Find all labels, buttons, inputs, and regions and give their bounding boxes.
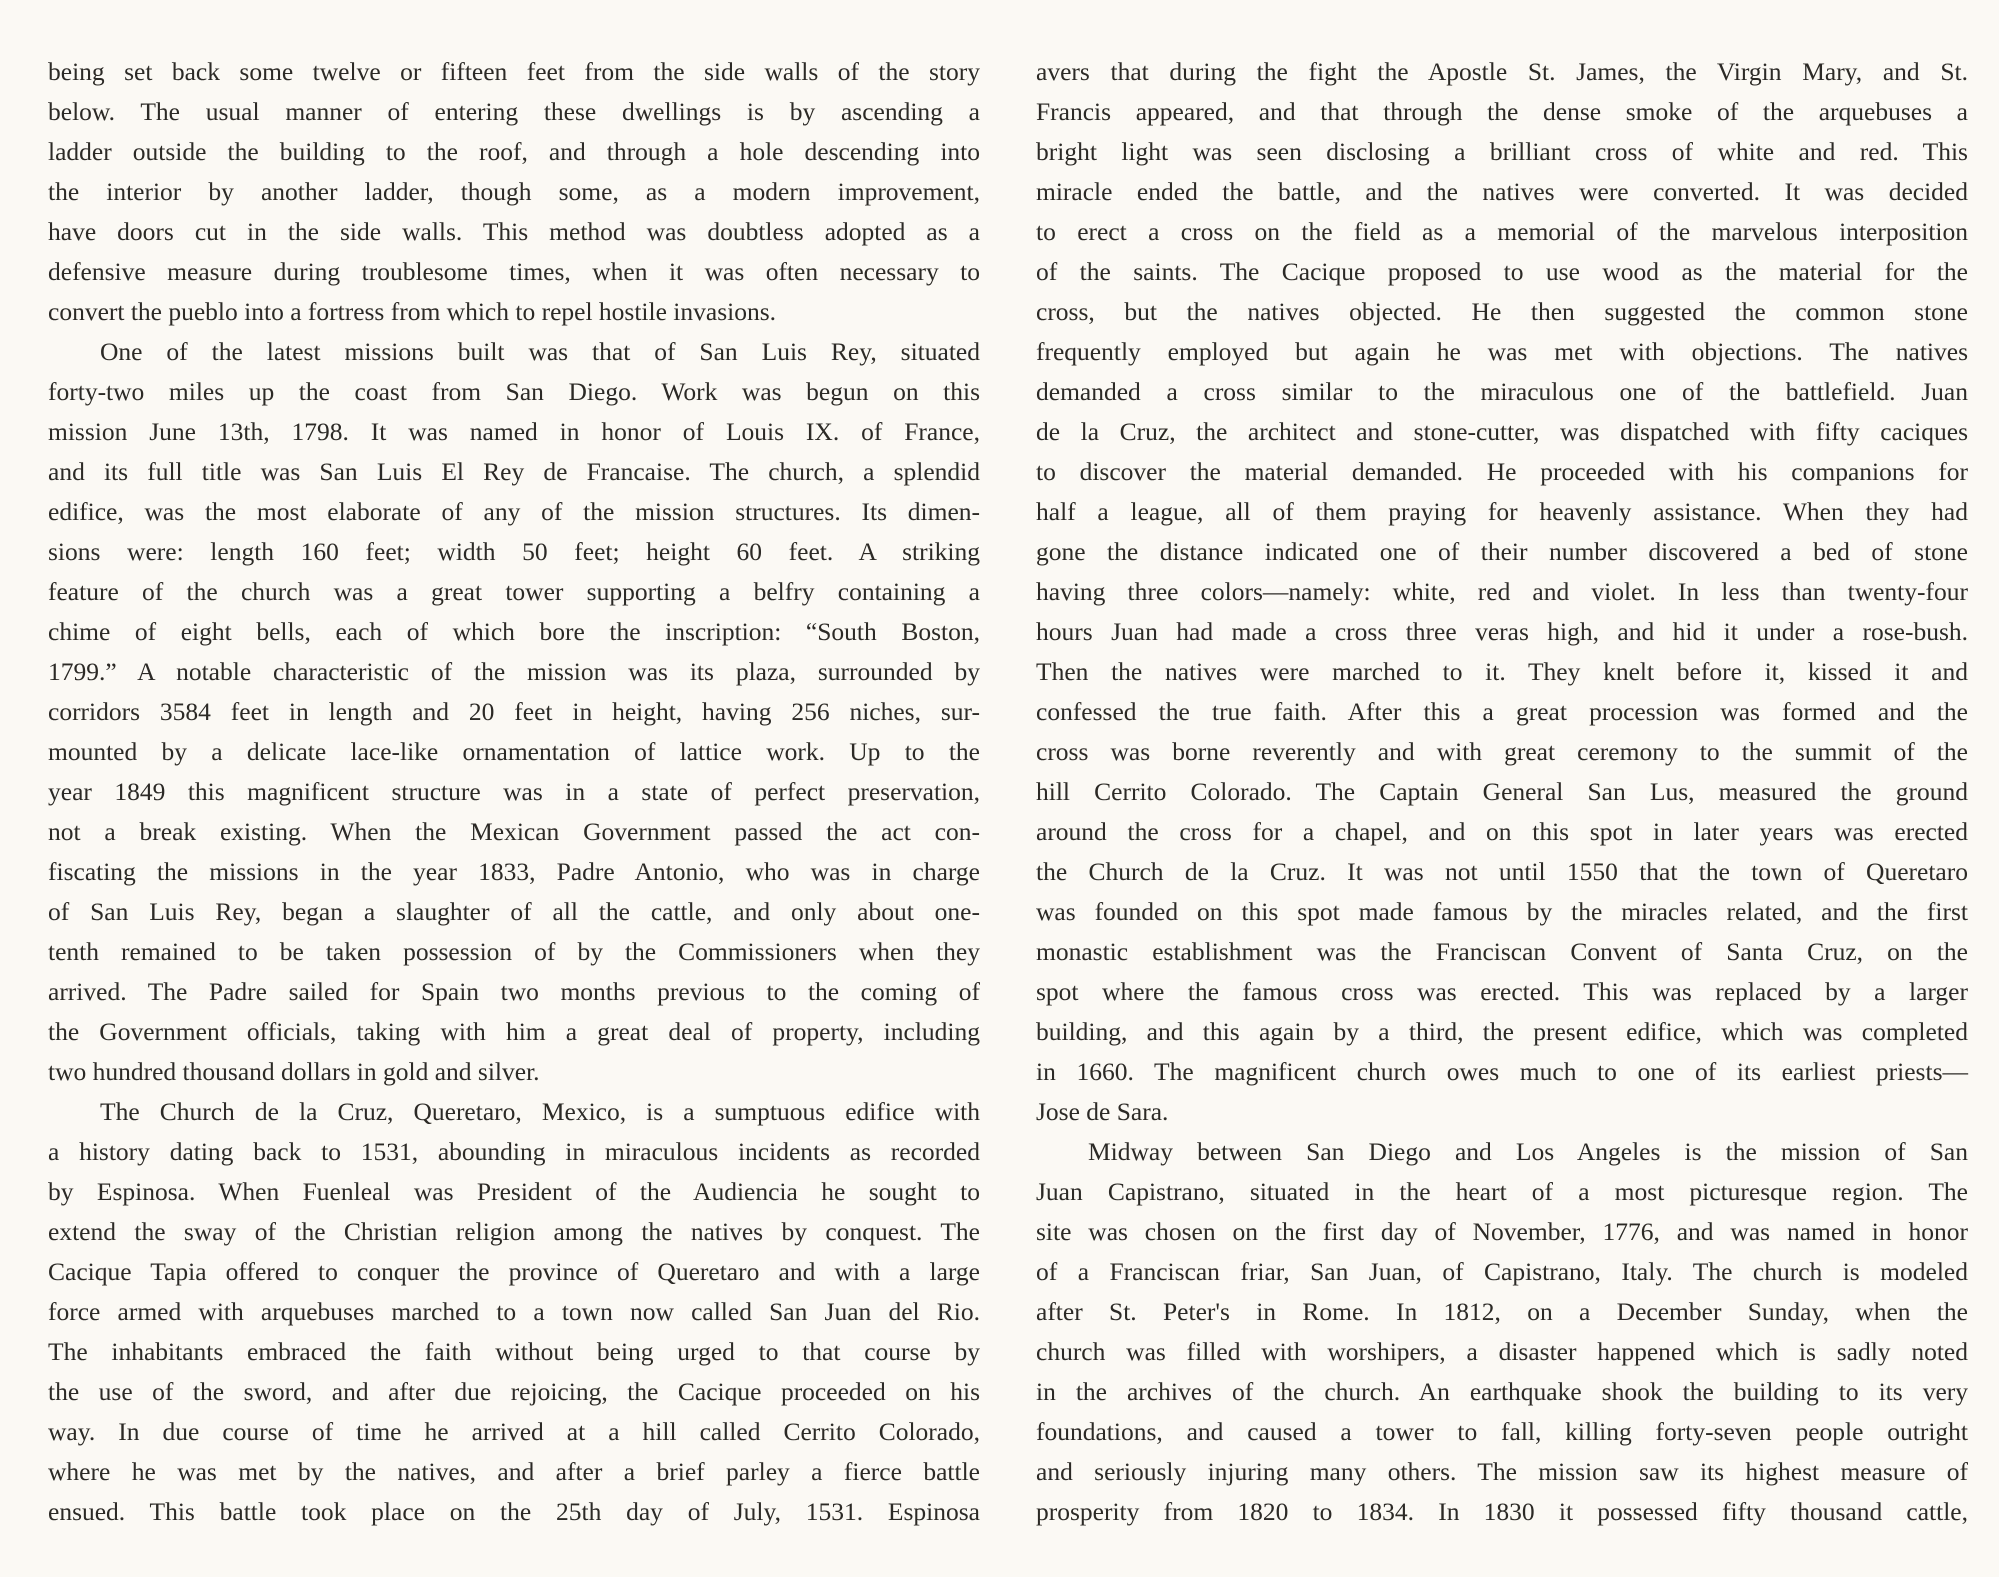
text-line: ensued. This battle took place on the 25th day of July, 1531. Espinosa — [48, 1497, 980, 1526]
text-line: not a break existing. When the Mexican Government passed the act con- — [48, 817, 980, 846]
text-line: Midway between San Diego and Los Angeles is the mission of San — [1088, 1137, 1968, 1166]
text-line: the interior by another ladder, though some, as a modern improvement, — [48, 177, 980, 206]
text-line: having three colors—namely: white, red and violet. In less than twenty-four — [1036, 577, 1968, 606]
text-line: hours Juan had made a cross three veras high, and hid it under a rose-bush. — [1036, 617, 1968, 646]
text-line: bright light was seen disclosing a brilliant cross of white and red. This — [1036, 137, 1968, 166]
text-line: sions were: length 160 feet; width 50 feet; height 60 feet. A striking — [48, 537, 980, 566]
text-line: convert the pueblo into a fortress from which to repel hostile invasions. — [48, 297, 776, 326]
text-line: was founded on this spot made famous by the miracles related, and the first — [1036, 897, 1968, 926]
text-line: below. The usual manner of entering these dwellings is by ascending a — [48, 97, 980, 126]
text-line: to erect a cross on the field as a memorial of the marvelous interposition — [1036, 217, 1968, 246]
text-line: site was chosen on the first day of November, 1776, and was named in honor — [1036, 1217, 1968, 1246]
text-line: extend the sway of the Christian religion among the natives by conquest. The — [48, 1217, 980, 1246]
text-line: Then the natives were marched to it. They knelt before it, kissed it and — [1036, 657, 1968, 686]
text-line: in the archives of the church. An earthquake shook the building to its very — [1036, 1377, 1968, 1406]
right-page-column — [1036, 52, 1968, 1532]
text-line: miracle ended the battle, and the natives were converted. It was decided — [1036, 177, 1968, 206]
text-line: The inhabitants embraced the faith without being urged to that course by — [48, 1337, 980, 1366]
text-line: in 1660. The magnificent church owes much to one of its earliest priests— — [1036, 1057, 1968, 1086]
text-line: Cacique Tapia offered to conquer the province of Queretaro and with a large — [48, 1257, 980, 1286]
text-line: edifice, was the most elaborate of any of the mission structures. Its dimen- — [48, 497, 980, 526]
text-line: monastic establishment was the Franciscan Convent of Santa Cruz, on the — [1036, 937, 1968, 966]
text-line: half a league, all of them praying for heavenly assistance. When they had — [1036, 497, 1968, 526]
text-line: foundations, and caused a tower to fall, killing forty-seven people outright — [1036, 1417, 1968, 1446]
text-line: force armed with arquebuses marched to a town now called San Juan del Rio. — [48, 1297, 980, 1326]
text-line: frequently employed but again he was met with objections. The natives — [1036, 337, 1968, 366]
text-line: de la Cruz, the architect and stone-cutter, was dispatched with fifty caciques — [1036, 417, 1968, 446]
text-line: of San Luis Rey, began a slaughter of all the cattle, and only about one- — [48, 897, 980, 926]
text-line: way. In due course of time he arrived at a hill called Cerrito Colorado, — [48, 1417, 980, 1446]
text-line: The Church de la Cruz, Queretaro, Mexico, is a sumptuous edifice with — [100, 1097, 980, 1126]
text-line: the Church de la Cruz. It was not until 1550 that the town of Queretaro — [1036, 857, 1968, 886]
text-line: of a Franciscan friar, San Juan, of Capistrano, Italy. The church is modeled — [1036, 1257, 1968, 1286]
text-line: and its full title was San Luis El Rey de Francaise. The church, a splendid — [48, 457, 980, 486]
left-page-column — [48, 52, 980, 1532]
text-line: fiscating the missions in the year 1833, Padre Antonio, who was in charge — [48, 857, 980, 886]
text-line: corridors 3584 feet in length and 20 feet in height, having 256 niches, sur- — [48, 697, 980, 726]
text-line: forty-two miles up the coast from San Diego. Work was begun on this — [48, 377, 980, 406]
text-line: cross, but the natives objected. He then suggested the common stone — [1036, 297, 1968, 326]
text-line: year 1849 this magnificent structure was in a state of perfect preservation, — [48, 777, 980, 806]
text-line: the use of the sword, and after due rejoicing, the Cacique proceeded on his — [48, 1377, 980, 1406]
text-line: prosperity from 1820 to 1834. In 1830 it possessed fifty thousand cattle, — [1036, 1497, 1968, 1526]
text-line: avers that during the fight the Apostle St. James, the Virgin Mary, and St. — [1036, 57, 1968, 86]
text-line: spot where the famous cross was erected. This was replaced by a larger — [1036, 977, 1968, 1006]
text-line: of the saints. The Cacique proposed to use wood as the material for the — [1036, 257, 1968, 286]
text-line: church was filled with worshipers, a disaster happened which is sadly noted — [1036, 1337, 1968, 1366]
text-line: chime of eight bells, each of which bore the inscription: “South Boston, — [48, 617, 980, 646]
text-line: defensive measure during troublesome times, when it was often necessary to — [48, 257, 980, 286]
text-line: and seriously injuring many others. The mission saw its highest measure of — [1036, 1457, 1968, 1486]
text-line: by Espinosa. When Fuenleal was President of the Audiencia he sought to — [48, 1177, 980, 1206]
text-line: One of the latest missions built was that of San Luis Rey, situated — [100, 337, 980, 366]
text-line: where he was met by the natives, and after a brief parley a fierce battle — [48, 1457, 980, 1486]
text-line: mission June 13th, 1798. It was named in honor of Louis IX. of France, — [48, 417, 980, 446]
text-line: cross was borne reverently and with great ceremony to the summit of the — [1036, 737, 1968, 766]
text-line: 1799.” A notable characteristic of the mission was its plaza, surrounded by — [48, 657, 980, 686]
text-line: arrived. The Padre sailed for Spain two months previous to the coming of — [48, 977, 980, 1006]
text-line: building, and this again by a third, the present edifice, which was completed — [1036, 1017, 1968, 1046]
text-line: have doors cut in the side walls. This method was doubtless adopted as a — [48, 217, 980, 246]
text-line: being set back some twelve or fifteen feet from the side walls of the story — [48, 57, 980, 86]
text-line: confessed the true faith. After this a great procession was formed and the — [1036, 697, 1968, 726]
text-line: to discover the material demanded. He proceeded with his companions for — [1036, 457, 1968, 486]
text-line: tenth remained to be taken possession of by the Commissioners when they — [48, 937, 980, 966]
text-line: demanded a cross similar to the miraculous one of the battlefield. Juan — [1036, 377, 1968, 406]
text-line: Jose de Sara. — [1036, 1097, 1169, 1126]
text-line: ladder outside the building to the roof, and through a hole descending into — [48, 137, 980, 166]
text-line: gone the distance indicated one of their number discovered a bed of stone — [1036, 537, 1968, 566]
text-line: feature of the church was a great tower supporting a belfry containing a — [48, 577, 980, 606]
text-line: a history dating back to 1531, abounding in miraculous incidents as recorded — [48, 1137, 980, 1166]
text-line: two hundred thousand dollars in gold and silver. — [48, 1057, 540, 1086]
text-line: mounted by a delicate lace-like ornamentation of lattice work. Up to the — [48, 737, 980, 766]
text-line: Juan Capistrano, situated in the heart of a most picturesque region. The — [1036, 1177, 1968, 1206]
text-line: the Government officials, taking with him a great deal of property, including — [48, 1017, 980, 1046]
text-line: around the cross for a chapel, and on this spot in later years was erected — [1036, 817, 1968, 846]
text-line: Francis appeared, and that through the dense smoke of the arquebuses a — [1036, 97, 1968, 126]
text-line: hill Cerrito Colorado. The Captain General San Lus, measured the ground — [1036, 777, 1968, 806]
text-line: after St. Peter's in Rome. In 1812, on a December Sunday, when the — [1036, 1297, 1968, 1326]
